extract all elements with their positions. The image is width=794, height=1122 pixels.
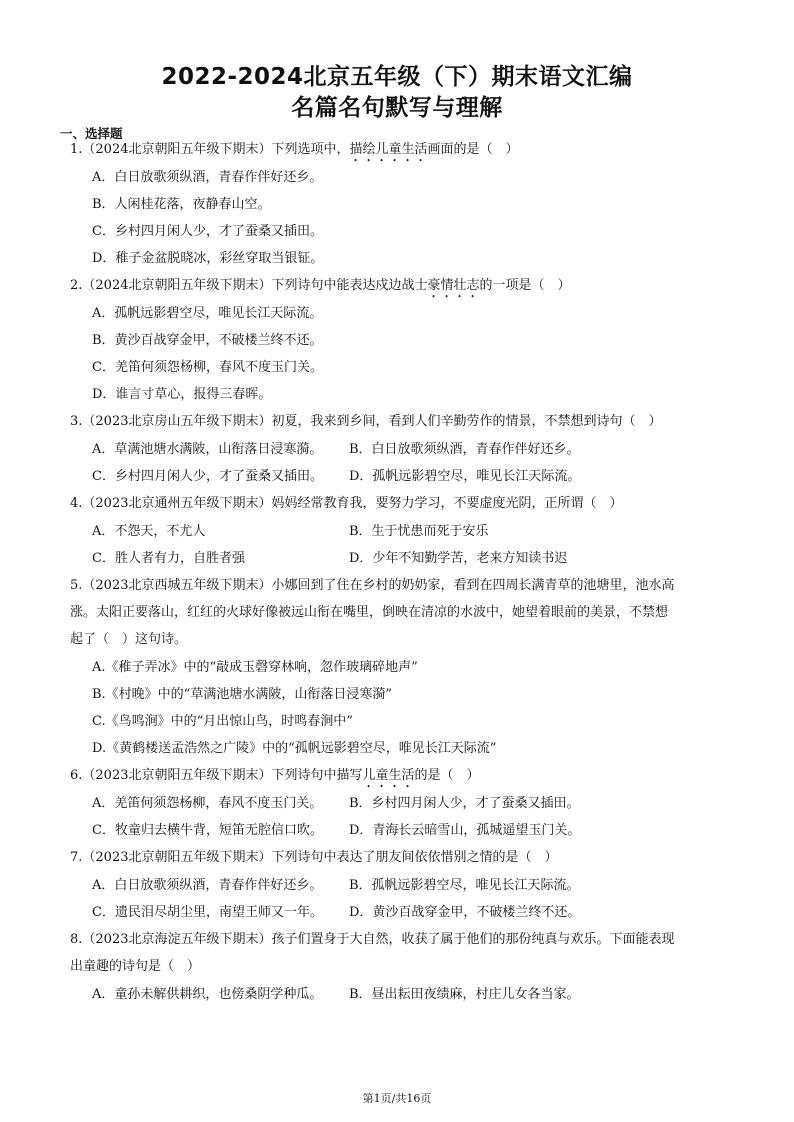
q4-option-c: C．胜人者有力，自胜者强 [92, 551, 245, 566]
document-subtitle: 名篇名句默写与理解 [291, 95, 503, 121]
q2-stem-start: 2.（2024北京朝阳五年级下期末）下列诗句中能表达戍边战士 [70, 278, 428, 293]
q6-option-a: A．羌笛何须怨杨柳，春风不度玉门关。 [92, 796, 323, 811]
q4-option-a: A．不怨天，不尤人 [92, 524, 206, 539]
question-2-stem [70, 277, 571, 301]
q3-option-a: A．草满池塘水满陂，山衔落日浸寒漪。 [92, 442, 323, 457]
document-title: 2022-2024北京五年级（下）期末语文汇编 [161, 64, 633, 90]
q7-option-c: C．遗民泪尽胡尘里，南望王师又一年。 [92, 905, 323, 920]
q1-option-a: A．白日放歌须纵酒，青春作伴好还乡。 [92, 170, 323, 185]
question-4-stem: 4.（2023北京通州五年级下期末）妈妈经常教育我，要努力学习，不要虚度光阴，正所谓（ ） [70, 496, 623, 511]
q5-option-d: D.《黄鹤楼送孟浩然之广陵》中的“孤帆远影碧空尽，唯见长江天际流” [92, 741, 497, 756]
q2-option-d: D．谁言寸草心，报得三春晖。 [92, 387, 272, 402]
q2-option-a: A．孤帆远影碧空尽，唯见长江天际流。 [92, 306, 323, 321]
q1-option-b: B．人闲桂花落，夜静春山空。 [92, 197, 271, 212]
q6-stem-start: 6.（2023北京朝阳五年级下期末）下列诗句中描写 [70, 768, 363, 783]
question-5-stem-line3: 起了（ ）这句诗。 [70, 632, 188, 647]
q1-stem-end: 画面的是（ ） [427, 142, 519, 157]
question-5-stem-line2: 涨。太阳正要落山，红红的火球好像被远山衔在嘴里，倒映在清凉的水波中，她望着眼前的美景，不禁想 [70, 605, 669, 620]
q4-option-b: B．生于忧患而死于安乐 [349, 524, 489, 539]
q6-option-d: D．青海长云暗雪山，孤城遥望玉门关。 [349, 823, 581, 838]
q2-option-c: C．羌笛何须怨杨柳，春风不度玉门关。 [92, 360, 323, 375]
q1-stem-start: 1.（2024北京朝阳五年级下期末）下列选项中， [70, 142, 350, 157]
q5-option-c: C.《鸟鸣涧》中的“月出惊山鸟，时鸣春涧中” [92, 714, 353, 729]
q6-stem-end: 的是（ ） [414, 768, 480, 783]
page-number: 第1页/共16页 [362, 1092, 432, 1105]
section-heading: 一、选择题 [60, 126, 123, 141]
q7-option-b: B．孤帆远影碧空尽，唯见长江天际流。 [349, 878, 580, 893]
question-3-stem: 3.（2023北京房山五年级下期末）初夏，我来到乡间，看到人们辛勤劳作的情景，不禁想到诗句（ ） [70, 414, 662, 429]
q1-option-c: C．乡村四月闲人少，才了蚕桑又插田。 [92, 224, 323, 239]
question-5-stem-line1: 5.（2023北京西城五年级下期末）小娜回到了住在乡村的奶奶家，看到在四周长满青草的池塘里，池水高 [70, 578, 675, 593]
q4-option-d: D．少年不知勤学苦，老来方知读书迟 [349, 551, 568, 566]
q1-option-d: D．稚子金盆脱晓冰，彩丝穿取当银钲。 [92, 251, 324, 266]
q2-emphasis: 豪情壮志 [427, 278, 480, 293]
q7-option-d: D．黄沙百战穿金甲，不破楼兰终不还。 [349, 905, 581, 920]
question-8-stem-line2: 出童趣的诗句是（ ） [70, 959, 201, 974]
q1-emphasis: 描绘儿童生活 [349, 142, 428, 157]
q3-option-b: B．白日放歌须纵酒，青春作伴好还乡。 [349, 442, 580, 457]
q7-option-a: A．白日放歌须纵酒，青春作伴好还乡。 [92, 878, 323, 893]
q6-option-b: B．乡村四月闲人少，才了蚕桑又插田。 [349, 796, 580, 811]
q8-option-b: B．昼出耘田夜绩麻，村庄儿女各当家。 [349, 987, 580, 1002]
q2-stem-end: 的一项是（ ） [479, 278, 571, 293]
question-8-stem-line1: 8.（2023北京海淀五年级下期末）孩子们置身于大自然，收获了属于他们的那份纯真与欢乐。下面能表现 [70, 932, 675, 947]
question-7-stem: 7.（2023北京朝阳五年级下期末）下列诗句中表达了朋友间依依惜别之情的是（ ） [70, 850, 558, 865]
q6-option-c: C．牧童归去横牛背，短笛无腔信口吹。 [92, 823, 323, 838]
q3-option-c: C．乡村四月闲人少，才了蚕桑又插田。 [92, 469, 323, 484]
q8-option-a: A．童孙未解供耕织，也傍桑阴学种瓜。 [92, 987, 323, 1002]
q5-option-b: B.《村晚》中的“草满池塘水满陂，山衔落日浸寒漪” [92, 687, 392, 702]
q2-option-b: B．黄沙百战穿金甲，不破楼兰终不还。 [92, 333, 323, 348]
q3-option-d: D．孤帆远影碧空尽，唯见长江天际流。 [349, 469, 581, 484]
question-1-stem [70, 141, 519, 165]
question-6-stem [70, 767, 480, 791]
q6-emphasis: 儿童生活 [362, 768, 415, 783]
q5-option-a: A.《稚子弄冰》中的“敲成玉磬穿林响，忽作玻璃碎地声” [92, 660, 418, 675]
